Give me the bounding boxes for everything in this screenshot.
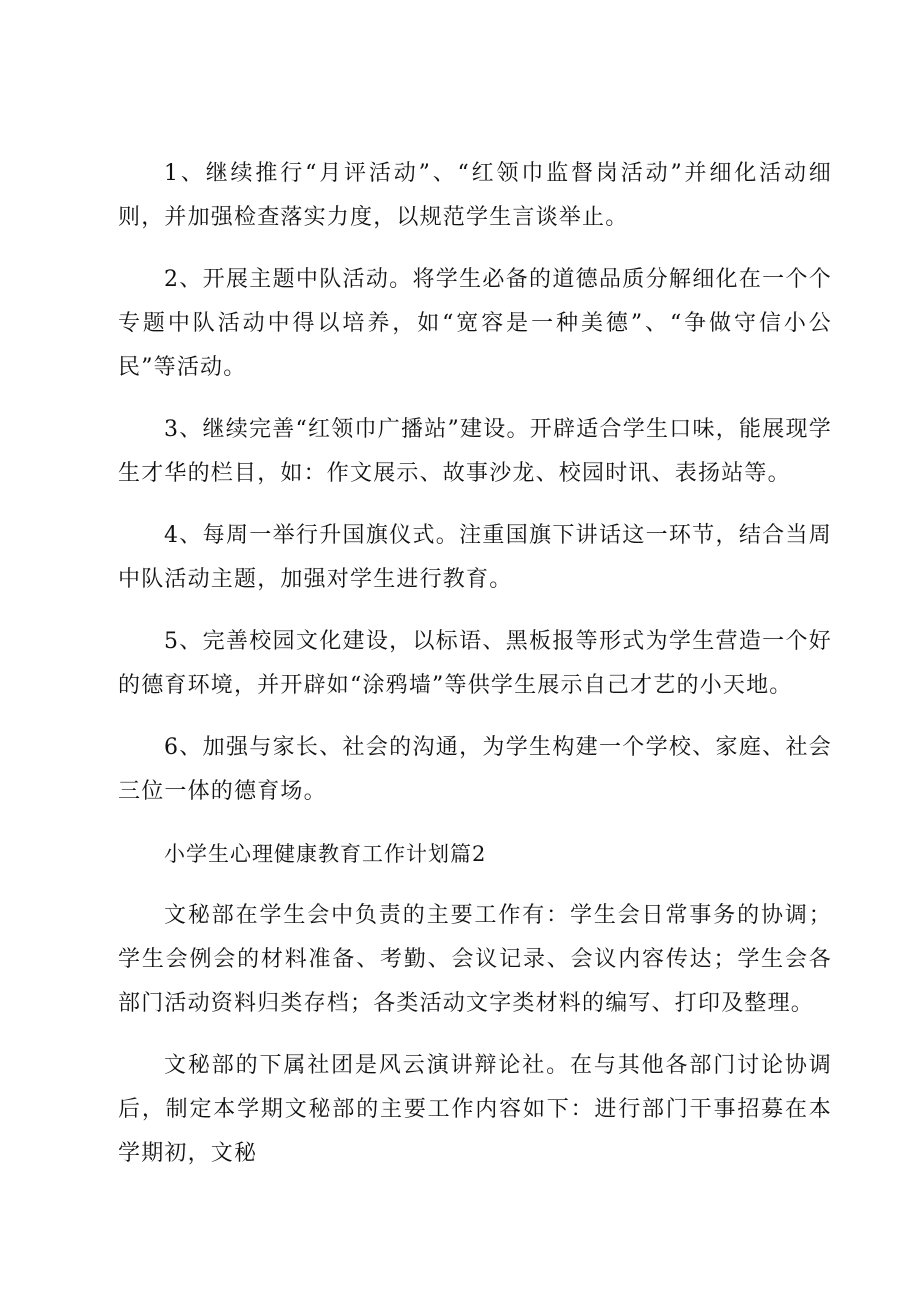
paragraph-item-1: 1、继续推行“月评活动”、“红领巾监督岗活动”并细化活动细则，并加强检查落实力度，以规范学生言谈举止。 bbox=[118, 161, 832, 230]
section-paragraph-1: 文秘部在学生会中负责的主要工作有：学生会日常事务的协调；学生会例会的材料准备、考勤、会议记录、会议内容传达；学生会各部门活动资料归类存档；各类活动文字类材料的编写、打印及整理。 bbox=[118, 903, 832, 1016]
section-heading: 小学生心理健康教育工作计划篇2 bbox=[164, 842, 487, 866]
paragraph-item-2: 2、开展主题中队活动。将学生必备的道德品质分解细化在一个个专题中队活动中得以培养，如“宽容是一种美德”、“争做守信小公民”等活动。 bbox=[118, 267, 832, 380]
paragraph-item-3: 3、继续完善“红领巾广播站”建设。开辟适合学生口味，能展现学生才华的栏目，如：作文展示、故事沙龙、校园时讯、表扬站等。 bbox=[118, 417, 832, 486]
paragraph-item-4: 4、每周一举行升国旗仪式。注重国旗下讲话这一环节，结合当周中队活动主题，加强对学生进行教育。 bbox=[118, 523, 832, 592]
paragraph-item-5: 5、完善校园文化建设，以标语、黑板报等形式为学生营造一个好的德育环境，并开辟如“涂鸦墙”等供学生展示自己才艺的小天地。 bbox=[118, 629, 832, 698]
document-page bbox=[118, 152, 832, 1176]
section-paragraph-2: 文秘部的下属社团是风云演讲辩论社。在与其他各部门讨论协调后，制定本学期文秘部的主要工作内容如下：进行部门干事招募在本学期初，文秘 bbox=[118, 1053, 832, 1166]
paragraph-item-6: 6、加强与家长、社会的沟通，为学生构建一个学校、家庭、社会三位一体的德育场。 bbox=[118, 735, 832, 804]
